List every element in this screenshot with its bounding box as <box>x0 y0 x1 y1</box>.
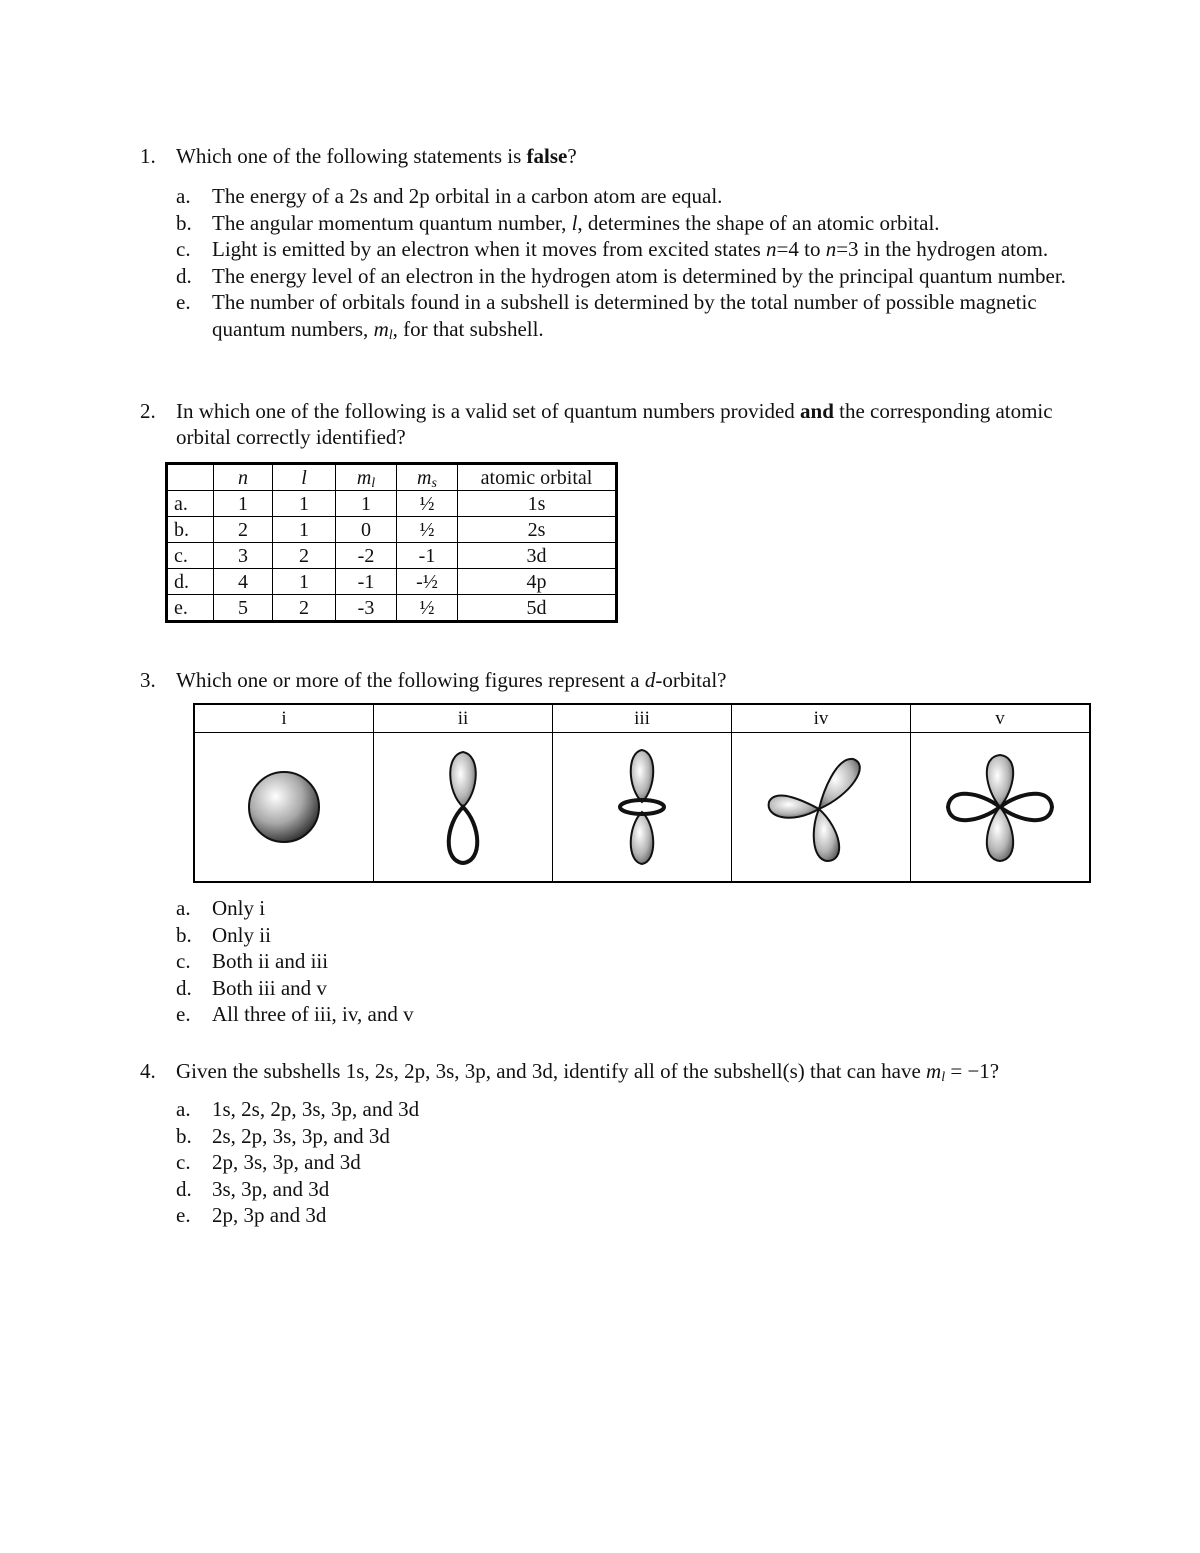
figure-label-i: i <box>194 704 374 733</box>
question-number: 1. <box>140 144 156 168</box>
table-header-row <box>167 464 617 491</box>
question-3-options <box>140 885 1180 1028</box>
question-2 <box>140 398 1180 450</box>
figure-label-v: v <box>911 704 1091 733</box>
figure-label-iv: iv <box>732 704 911 733</box>
option-e: e. All three of iii, iv, and v <box>176 1002 414 1026</box>
p-orbital-shape <box>433 747 493 867</box>
question-1 <box>140 143 1180 342</box>
table-row: e. 5 2 -3 ½ 5d <box>167 595 617 622</box>
figure-labels-row <box>194 704 1090 733</box>
question-text: In which one of the following is a valid set of quantum numbers provided and the corresponding atomic orbital correctly identified? <box>176 399 1053 449</box>
option-d: d. 3s, 3p, and 3d <box>176 1176 330 1201</box>
answer-options <box>176 895 1180 1028</box>
table-row: b. 2 1 0 ½ 2s <box>167 517 617 543</box>
quantum-number-table <box>165 462 618 623</box>
option-a: a. 1s, 2s, 2p, 3s, 3p, and 3d <box>176 1097 420 1121</box>
figure-label-ii: ii <box>374 704 553 733</box>
option-d: d. Both iii and v <box>176 975 327 1000</box>
figure-images-row <box>194 733 1090 883</box>
table-row: d. 4 1 -1 -½ 4p <box>167 569 617 595</box>
option-b: b. Only ii <box>176 922 271 947</box>
option-a: a. The energy of a 2s and 2p orbital in a carbon atom are equal. <box>176 184 723 208</box>
header-orbital: atomic orbital <box>458 464 617 491</box>
answer-options <box>176 1096 1180 1229</box>
d-orbital-clover-shape <box>761 747 881 867</box>
header-ml: $m_l$ <box>336 464 397 491</box>
option-e: e. The number of orbitals found in a subshell is determined by the total number of possible magnetic quantum numbers, $m_l$, for that subshell. <box>176 290 1037 343</box>
table-row: a. 1 1 1 ½ 1s <box>167 491 617 517</box>
question-text: Which one or more of the following figures represent a d-orbital? <box>176 668 727 692</box>
option-a: a. Only i <box>176 896 266 920</box>
option-c: c. 2p, 3s, 3p, and 3d <box>176 1150 361 1174</box>
answer-options <box>176 183 1180 342</box>
question-3 <box>140 667 1180 693</box>
option-b: b. The angular momentum quantum number, l, determines the shape of an atomic orbital. <box>176 210 940 235</box>
option-b: b. 2s, 2p, 3s, 3p, and 3d <box>176 1123 390 1148</box>
table-row: c. 3 2 -2 -1 3d <box>167 543 617 569</box>
question-number: 4. <box>140 1059 156 1083</box>
orbital-figures-table <box>193 703 1091 883</box>
d-orbital-four-lobe-shape <box>940 747 1060 867</box>
question-number: 2. <box>140 399 156 423</box>
option-e: e. 2p, 3p and 3d <box>176 1203 327 1227</box>
option-c: c. Light is emitted by an electron when it moves from excited states n=4 to n=3 in the hydrogen atom. <box>176 237 1049 261</box>
header-l: l <box>273 464 336 491</box>
dz2-orbital-shape <box>612 747 672 867</box>
question-number: 3. <box>140 668 156 692</box>
option-d: d. The energy level of an electron in the hydrogen atom is determined by the principal quantum number. <box>176 263 1066 288</box>
question-text: Given the subshells 1s, 2s, 2p, 3s, 3p, and 3d, identify all of the subshell(s) that can have $m_l = -1$? <box>176 1059 1000 1085</box>
figure-label-iii: iii <box>553 704 732 733</box>
header-n: n <box>214 464 273 491</box>
question-4 <box>140 1058 1180 1229</box>
header-ms: $m_s$ <box>397 464 458 491</box>
option-c: c. Both ii and iii <box>176 949 329 973</box>
s-orbital-sphere <box>234 757 334 857</box>
question-text: Which one of the following statements is false? <box>176 144 577 168</box>
